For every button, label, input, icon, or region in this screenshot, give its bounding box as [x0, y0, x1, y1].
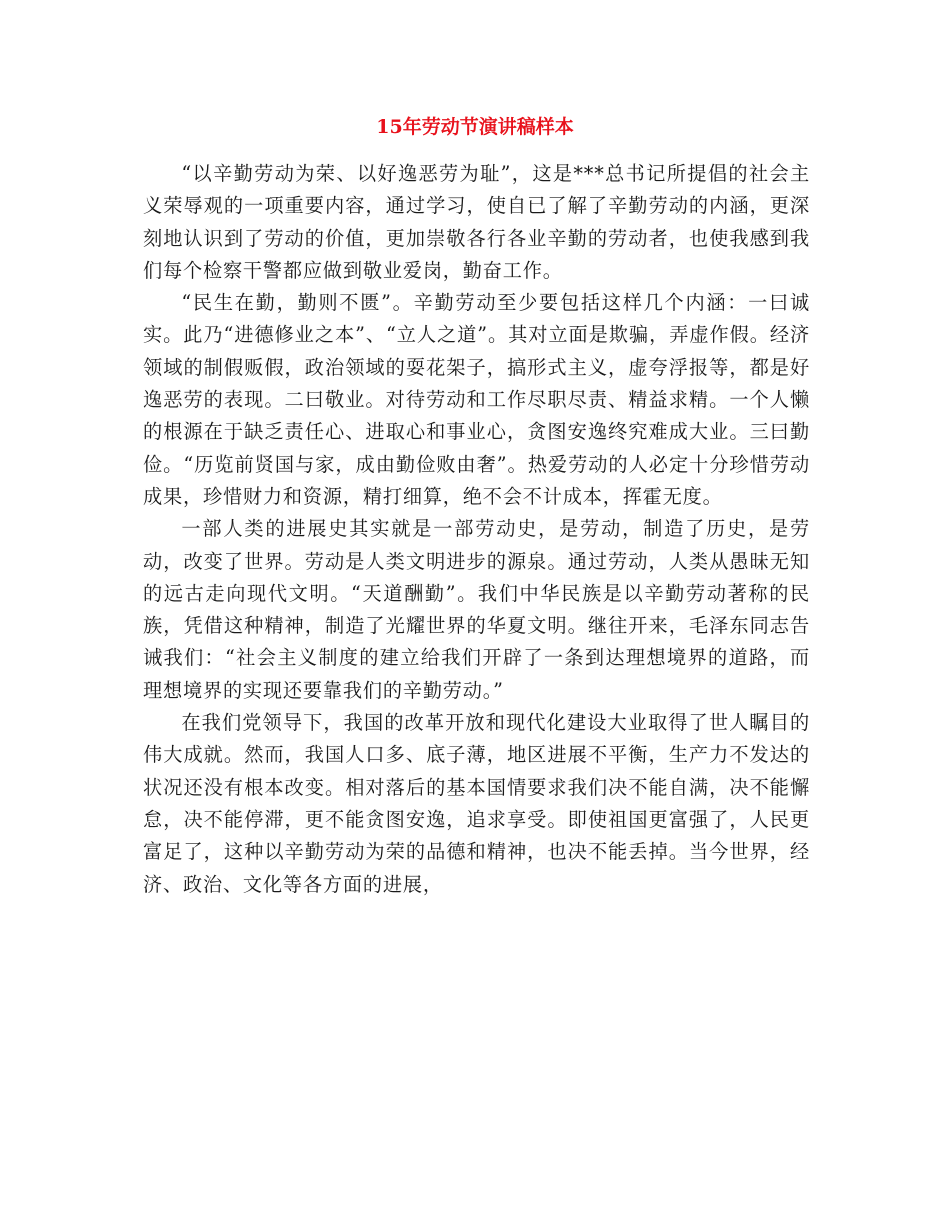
- paragraph-3: 一部人类的进展史其实就是一部劳动史，是劳动，制造了历史，是劳动，改变了世界。劳动是人类文明进步的源泉。通过劳动，人类从愚昧无知的远古走向现代文明。“天道酬勤”。我们中华民族是以辛勤劳动著称的民族，凭借这种精神，制造了光耀世界的华夏文明。继往开来，毛泽东同志告诫我们：“社会主义制度的建立给我们开辟了一条到达理想境界的道路，而理想境界的实现还要靠我们的辛勤劳动。”: [143, 517, 810, 702]
- paragraph-1: “以辛勤劳动为荣、以好逸恶劳为耻”，这是***总书记所提倡的社会主义荣辱观的一项重要内容，通过学习，使自已了解了辛勤劳动的内涵，更深刻地认识到了劳动的价值，更加崇敬各行各业辛勤的劳动者，也使我感到我们每个检察干警都应做到敬业爱岗，勤奋工作。: [143, 162, 810, 282]
- paragraph-2: “民生在勤，勤则不匮”。辛勤劳动至少要包括这样几个内涵：一曰诚实。此乃“进德修业之本”、“立人之道”。其对立面是欺骗，弄虚作假。经济领域的制假贩假，政治领域的耍花架子，搞形式主义，虚夸浮报等，都是好逸恶劳的表现。二曰敬业。对待劳动和工作尽职尽责、精益求精。一个人懒的根源在于缺乏责任心、进取心和事业心，贪图安逸终究难成大业。三曰勤俭。“历览前贤国与家，成由勤俭败由奢”。热爱劳动的人必定十分珍惜劳动成果，珍惜财力和资源，精打细算，绝不会不计成本，挥霍无度。: [143, 291, 810, 508]
- document-title: 15年劳动节演讲稿样本: [376, 116, 574, 138]
- document-body: [143, 158, 810, 901]
- paragraph-4: 在我们党领导下，我国的改革开放和现代化建设大业取得了世人瞩目的伟大成就。然而，我国人口多、底子薄，地区进展不平衡，生产力不发达的状况还没有根本改变。相对落后的基本国情要求我们决不能自满，决不能懈怠，决不能停滞，更不能贪图安逸，追求享受。即使祖国更富强了，人民更富足了，这种以辛勤劳动为荣的品德和精神，也决不能丢掉。当今世界，经济、政治、文化等各方面的进展，: [143, 711, 810, 896]
